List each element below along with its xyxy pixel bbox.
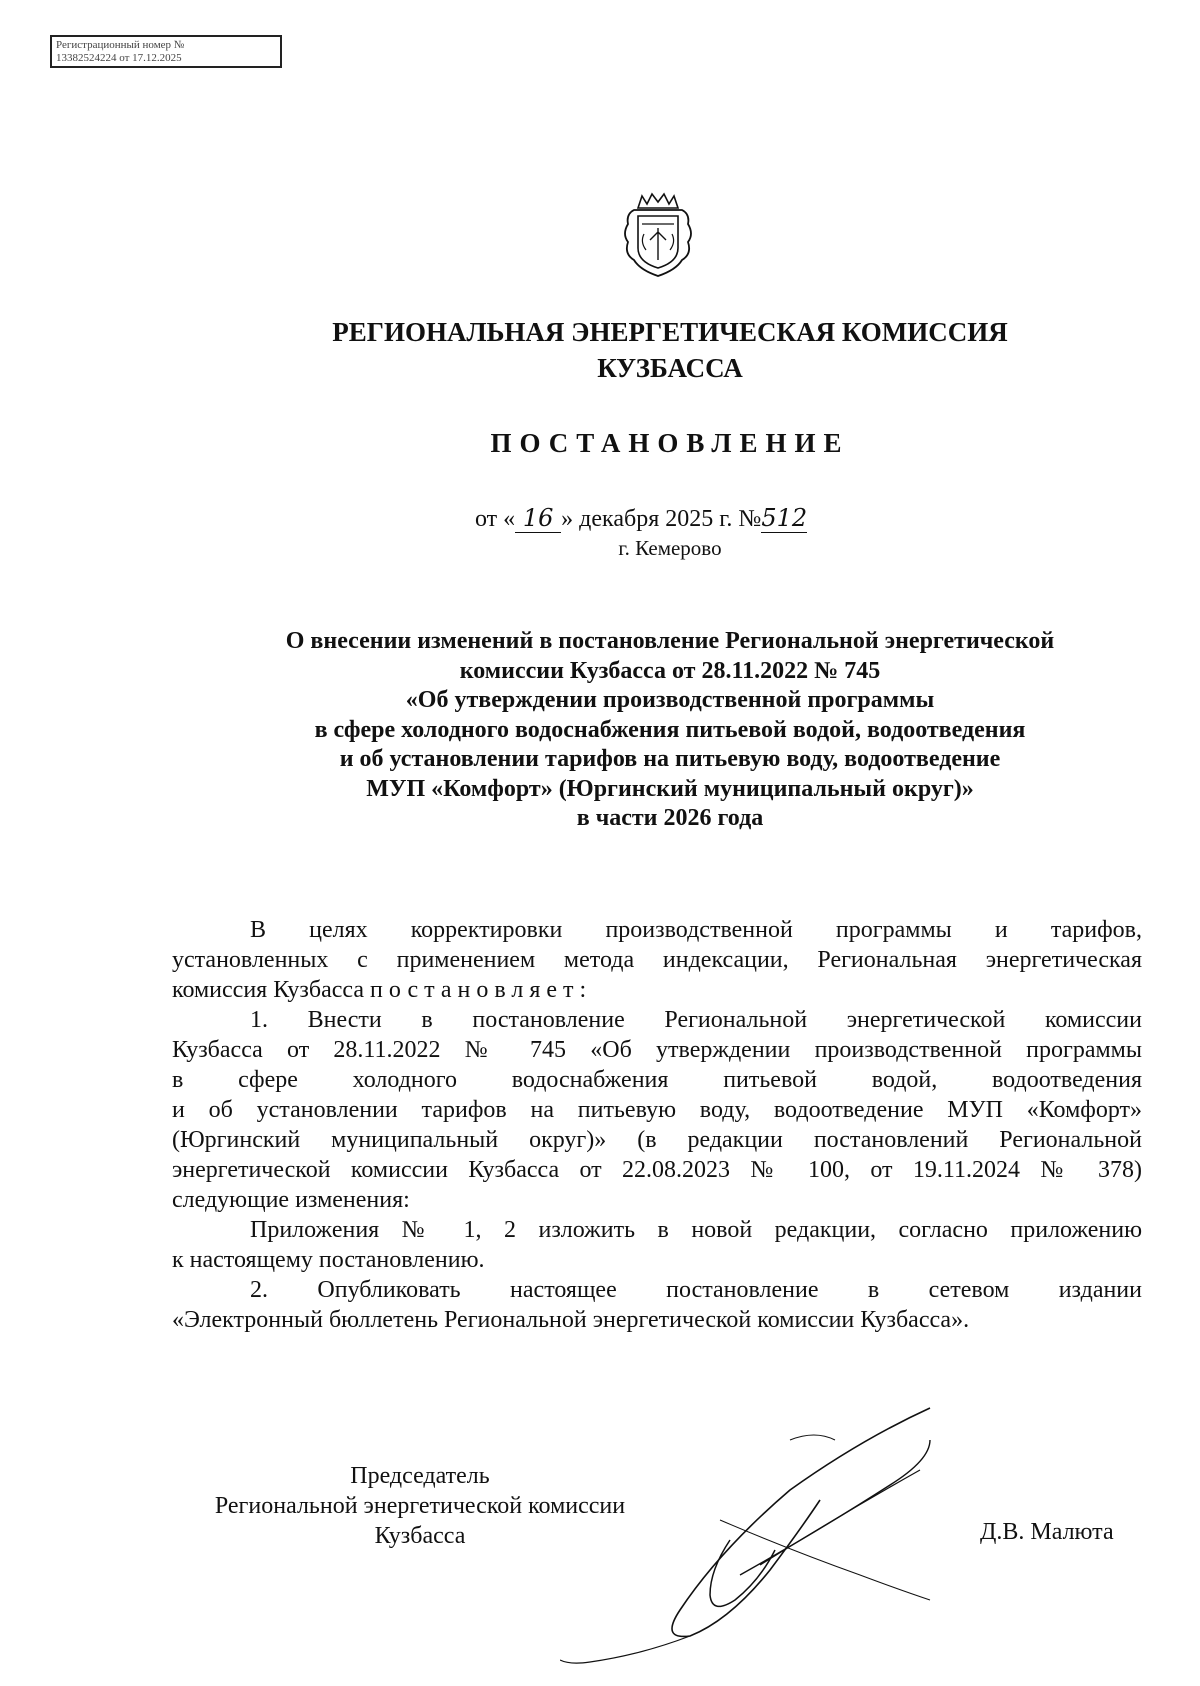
signatory-title-line: Региональной энергетической комиссии: [214, 1493, 626, 1519]
body-line: к настоящему постановлению.: [172, 1247, 485, 1273]
date-prefix: от «: [475, 506, 516, 532]
signatory-title-line: Председатель: [350, 1463, 490, 1489]
date-line: [475, 504, 807, 533]
registration-number: 13382524224 от 17.12.2025: [56, 52, 182, 64]
body-line: 2. Опубликовать настоящее постановление в сетевом издании: [250, 1277, 1142, 1303]
city: г. Кемерово: [618, 536, 722, 560]
handwritten-number: 512: [761, 504, 808, 532]
spaced-verb: постановляет:: [370, 977, 593, 1003]
subject-line: и об установлении тарифов на питьевую воду, водоотведение: [339, 746, 1001, 772]
body-line: 1. Внести в постановление Региональной энергетической комиссии: [250, 1007, 1142, 1033]
body-line: установленных с применением метода индексации, Региональная энергетическая: [172, 947, 1142, 973]
org-line-1: РЕГИОНАЛЬНАЯ ЭНЕРГЕТИЧЕСКАЯ КОМИССИЯ: [332, 317, 1008, 347]
body-line: [172, 975, 1142, 1005]
coat-of-arms-icon: [620, 190, 696, 280]
body-line: Кузбасса от 28.11.2022 № 745 «Об утверждении производственной программы: [172, 1037, 1142, 1063]
document-type: ПОСТАНОВЛЕНИЕ: [490, 428, 850, 458]
body-line: и об установлении тарифов на питьевую воду, водоотведение МУП «Комфорт»: [172, 1097, 1142, 1123]
subject-line: МУП «Комфорт» (Юргинский муниципальный округ)»: [366, 775, 974, 802]
subject-line: в сфере холодного водоснабжения питьевой водой, водоотведения: [314, 716, 1026, 743]
signatory-title-line: Кузбасса: [374, 1523, 466, 1549]
subject-line: О внесении изменений в постановление Региональной энергетической: [285, 628, 1055, 654]
registration-label: Регистрационный номер №: [56, 39, 185, 51]
organization-name: [200, 314, 1140, 386]
org-line-2: КУЗБАССА: [597, 353, 743, 383]
subject-line: «Об утверждении производственной программы: [405, 687, 935, 713]
subject-line: комиссии Кузбасса от 28.11.2022 № 745: [459, 657, 881, 684]
handwritten-signature: [560, 1400, 1030, 1670]
body-line: (Юргинский муниципальный округ)» (в редакции постановлений Региональной: [172, 1127, 1142, 1153]
body-line: энергетической комиссии Кузбасса от 22.08.2023 № 100, от 19.11.2024 № 378): [172, 1157, 1142, 1183]
subject-line: в части 2026 года: [576, 805, 764, 831]
handwritten-day: 16: [515, 504, 561, 533]
body-line: следующие изменения:: [172, 1187, 410, 1213]
registration-stamp: [50, 35, 282, 68]
body-line: В целях корректировки производственной программы и тарифов,: [250, 917, 1142, 943]
body-text: комиссия Кузбасса: [172, 977, 370, 1003]
signatory-name: Д.В. Малюта: [980, 1519, 1114, 1545]
body-line: Приложения № 1, 2 изложить в новой редакции, согласно приложению: [250, 1217, 1142, 1243]
body-line: в сфере холодного водоснабжения питьевой водой, водоотведения: [172, 1067, 1142, 1093]
body-line: «Электронный бюллетень Региональной энергетической комиссии Кузбасса».: [172, 1307, 970, 1333]
date-middle: » декабря 2025 г. №: [561, 506, 762, 532]
document-subject: [170, 627, 1170, 834]
document-body: [172, 915, 1142, 1335]
